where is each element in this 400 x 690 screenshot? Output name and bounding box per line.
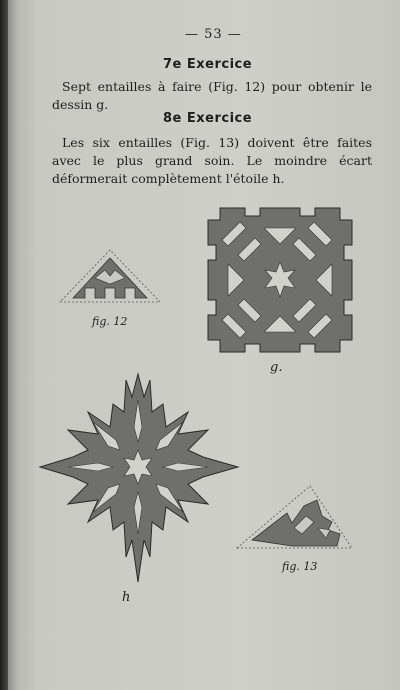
page-number: — 53 — [185, 27, 242, 42]
figure-12-caption: fig. 12 [92, 315, 128, 328]
exercise-8-title: 8e Exercice [163, 111, 253, 126]
figure-12-folded-triangle [55, 240, 165, 310]
figure-h-caption: h [122, 590, 131, 605]
figure-13-caption: fig. 13 [282, 560, 318, 573]
figure-13-folded-triangle [232, 478, 357, 558]
figure-g-square-pattern [200, 200, 360, 360]
exercise-8-text: Les six entailles (Fig. 13) doivent être faites avec le plus grand soin. Le moindre écart déformerait complètement l'étoile h. [52, 135, 372, 186]
figure-h-star [38, 372, 243, 587]
page-binding-shadow [0, 0, 8, 690]
figure-g-caption: g. [270, 360, 283, 375]
exercise-7-title: 7e Exercice [163, 57, 253, 72]
exercise-7-text: Sept entailles à faire (Fig. 12) pour obtenir le dessin g. [52, 79, 372, 112]
